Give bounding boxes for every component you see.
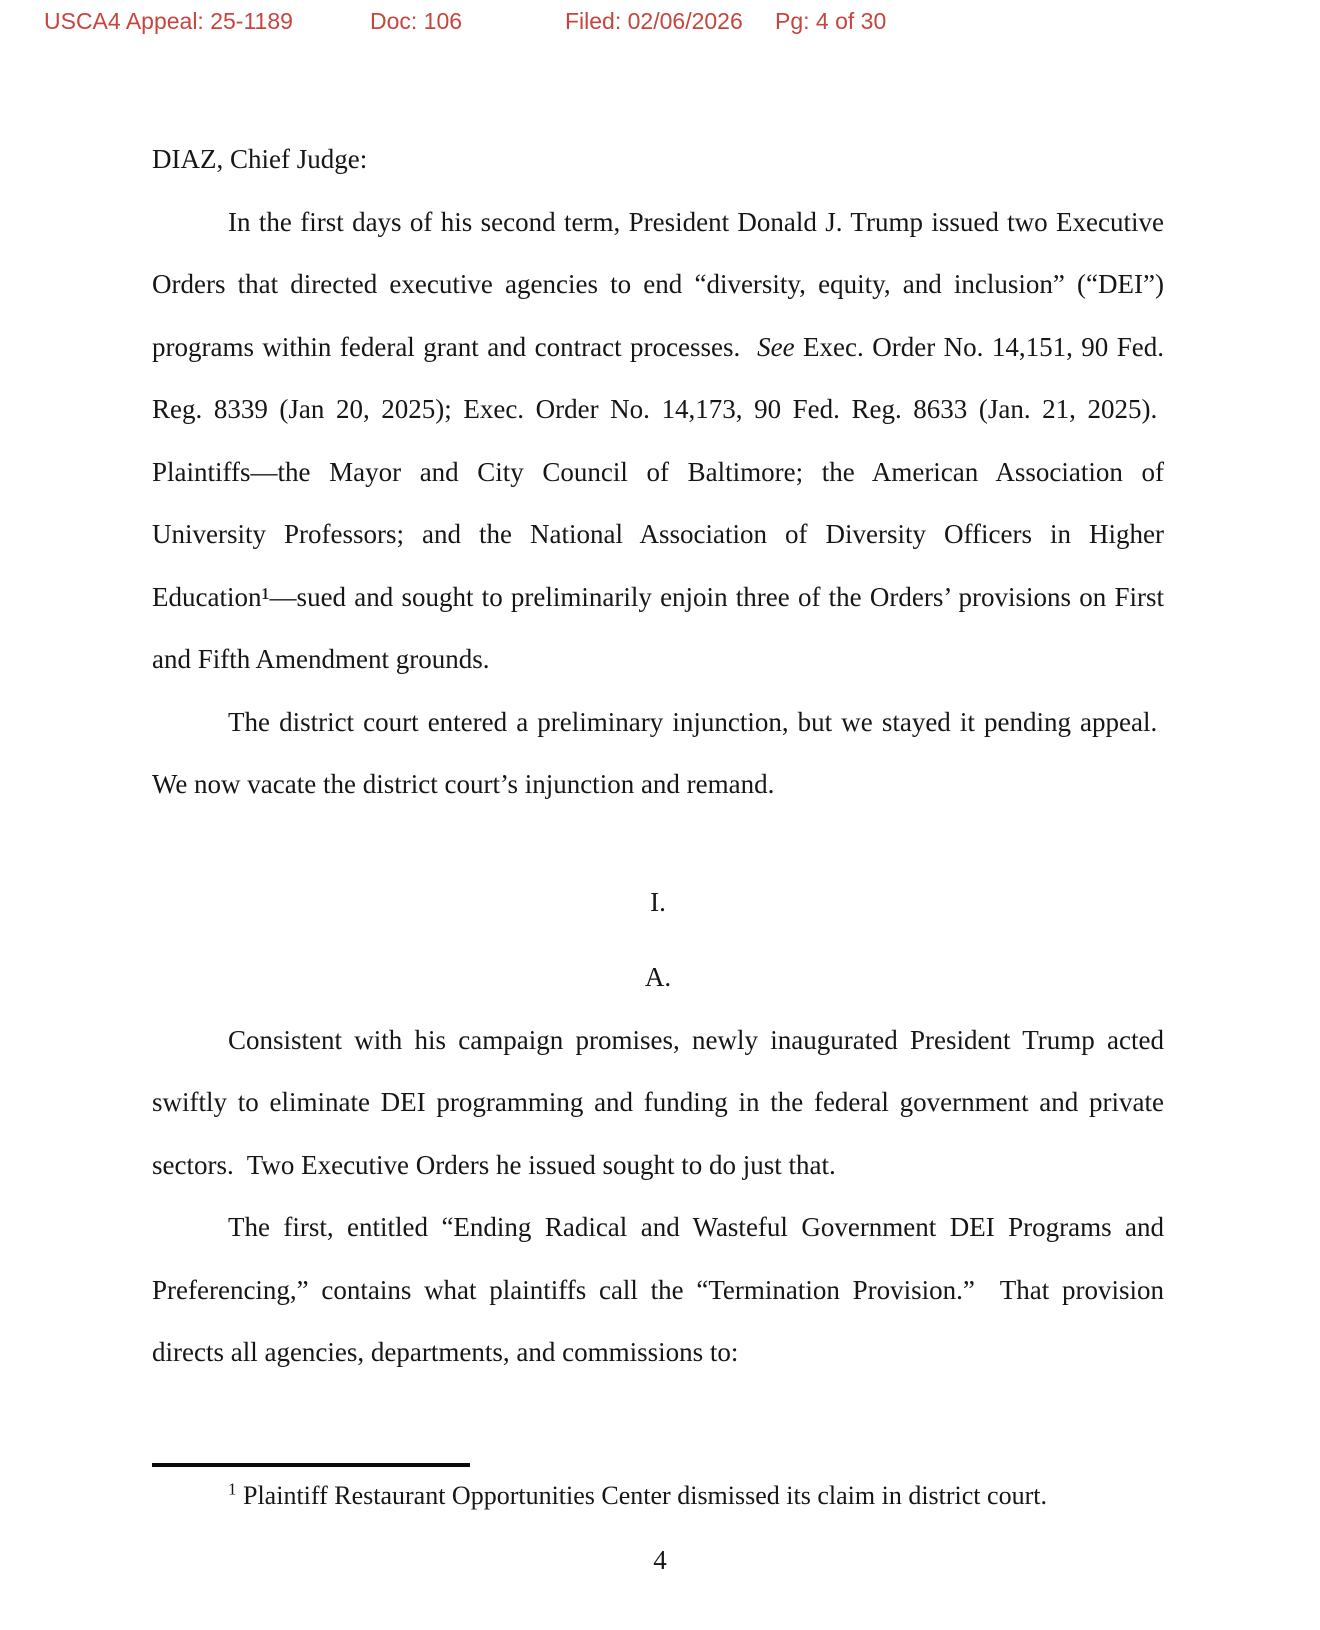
opinion-paragraph-3: Consistent with his campaign promises, newly inaugurated President Trump acted swiftly to eliminate DEI programming and funding in the federal government and private sectors. Two Executive Orders he issued sought to do just that.	[152, 1024, 1164, 1180]
opinion-paragraph-2: The district court entered a preliminary injunction, but we stayed it pending appeal. We now vacate the district court’s injunction and remand.	[152, 706, 1164, 799]
opinion-paragraph-4: The first, entitled “Ending Radical and Wasteful Government DEI Programs and Preferencing,” contains what plaintiffs call the “Termination Provision.” That provision directs all agencies, departments, and commissions to:	[152, 1212, 1164, 1367]
paragraph-1-see-citation: See	[757, 331, 795, 362]
opinion-body	[152, 128, 1164, 1384]
header-appeal-number: USCA4 Appeal: 25-1189	[44, 8, 293, 34]
court-filing-header	[0, 8, 1320, 48]
paragraph-1-text-post: Exec. Order No. 14,151, 90 Fed. Reg. 8339 (Jan 20, 2025); Exec. Order No. 14,173, 90 Fed. Reg. 8633 (Jan. 21, 2025). Plaintiffs—the Mayor and City Council of Baltimore; the American Association of University Professors; and the National Association of Diversity Officers in Higher Education¹—sued and sought to preliminarily enjoin three of the Orders’ provisions on First and Fifth Amendment grounds.	[152, 331, 1164, 674]
header-doc-number: Doc: 106	[370, 8, 463, 34]
page-number: 4	[653, 1545, 667, 1575]
section-heading-A: A.	[644, 962, 672, 992]
header-page-count: Pg: 4 of 30	[775, 8, 887, 34]
footnote-1	[152, 1468, 1164, 1523]
opinion-paragraph-1	[152, 191, 1164, 691]
paragraph-1-text-pre: In the first days of his second term, President Donald J. Trump issued two Executive Orders that directed executive agencies to end “diversity, equity, and inclusion” (“DEI”) programs within federal grant and contract processes.	[152, 206, 1164, 362]
footnote-1-marker: 1	[228, 1479, 237, 1499]
footnote-1-text: Plaintiff Restaurant Opportunities Center dismissed its claim in district court.	[236, 1481, 1047, 1510]
section-heading-I: I.	[650, 886, 666, 917]
judge-line: DIAZ, Chief Judge:	[152, 144, 368, 174]
header-filed-date: Filed: 02/06/2026	[565, 8, 743, 34]
footnote-separator-rule	[152, 1463, 470, 1467]
